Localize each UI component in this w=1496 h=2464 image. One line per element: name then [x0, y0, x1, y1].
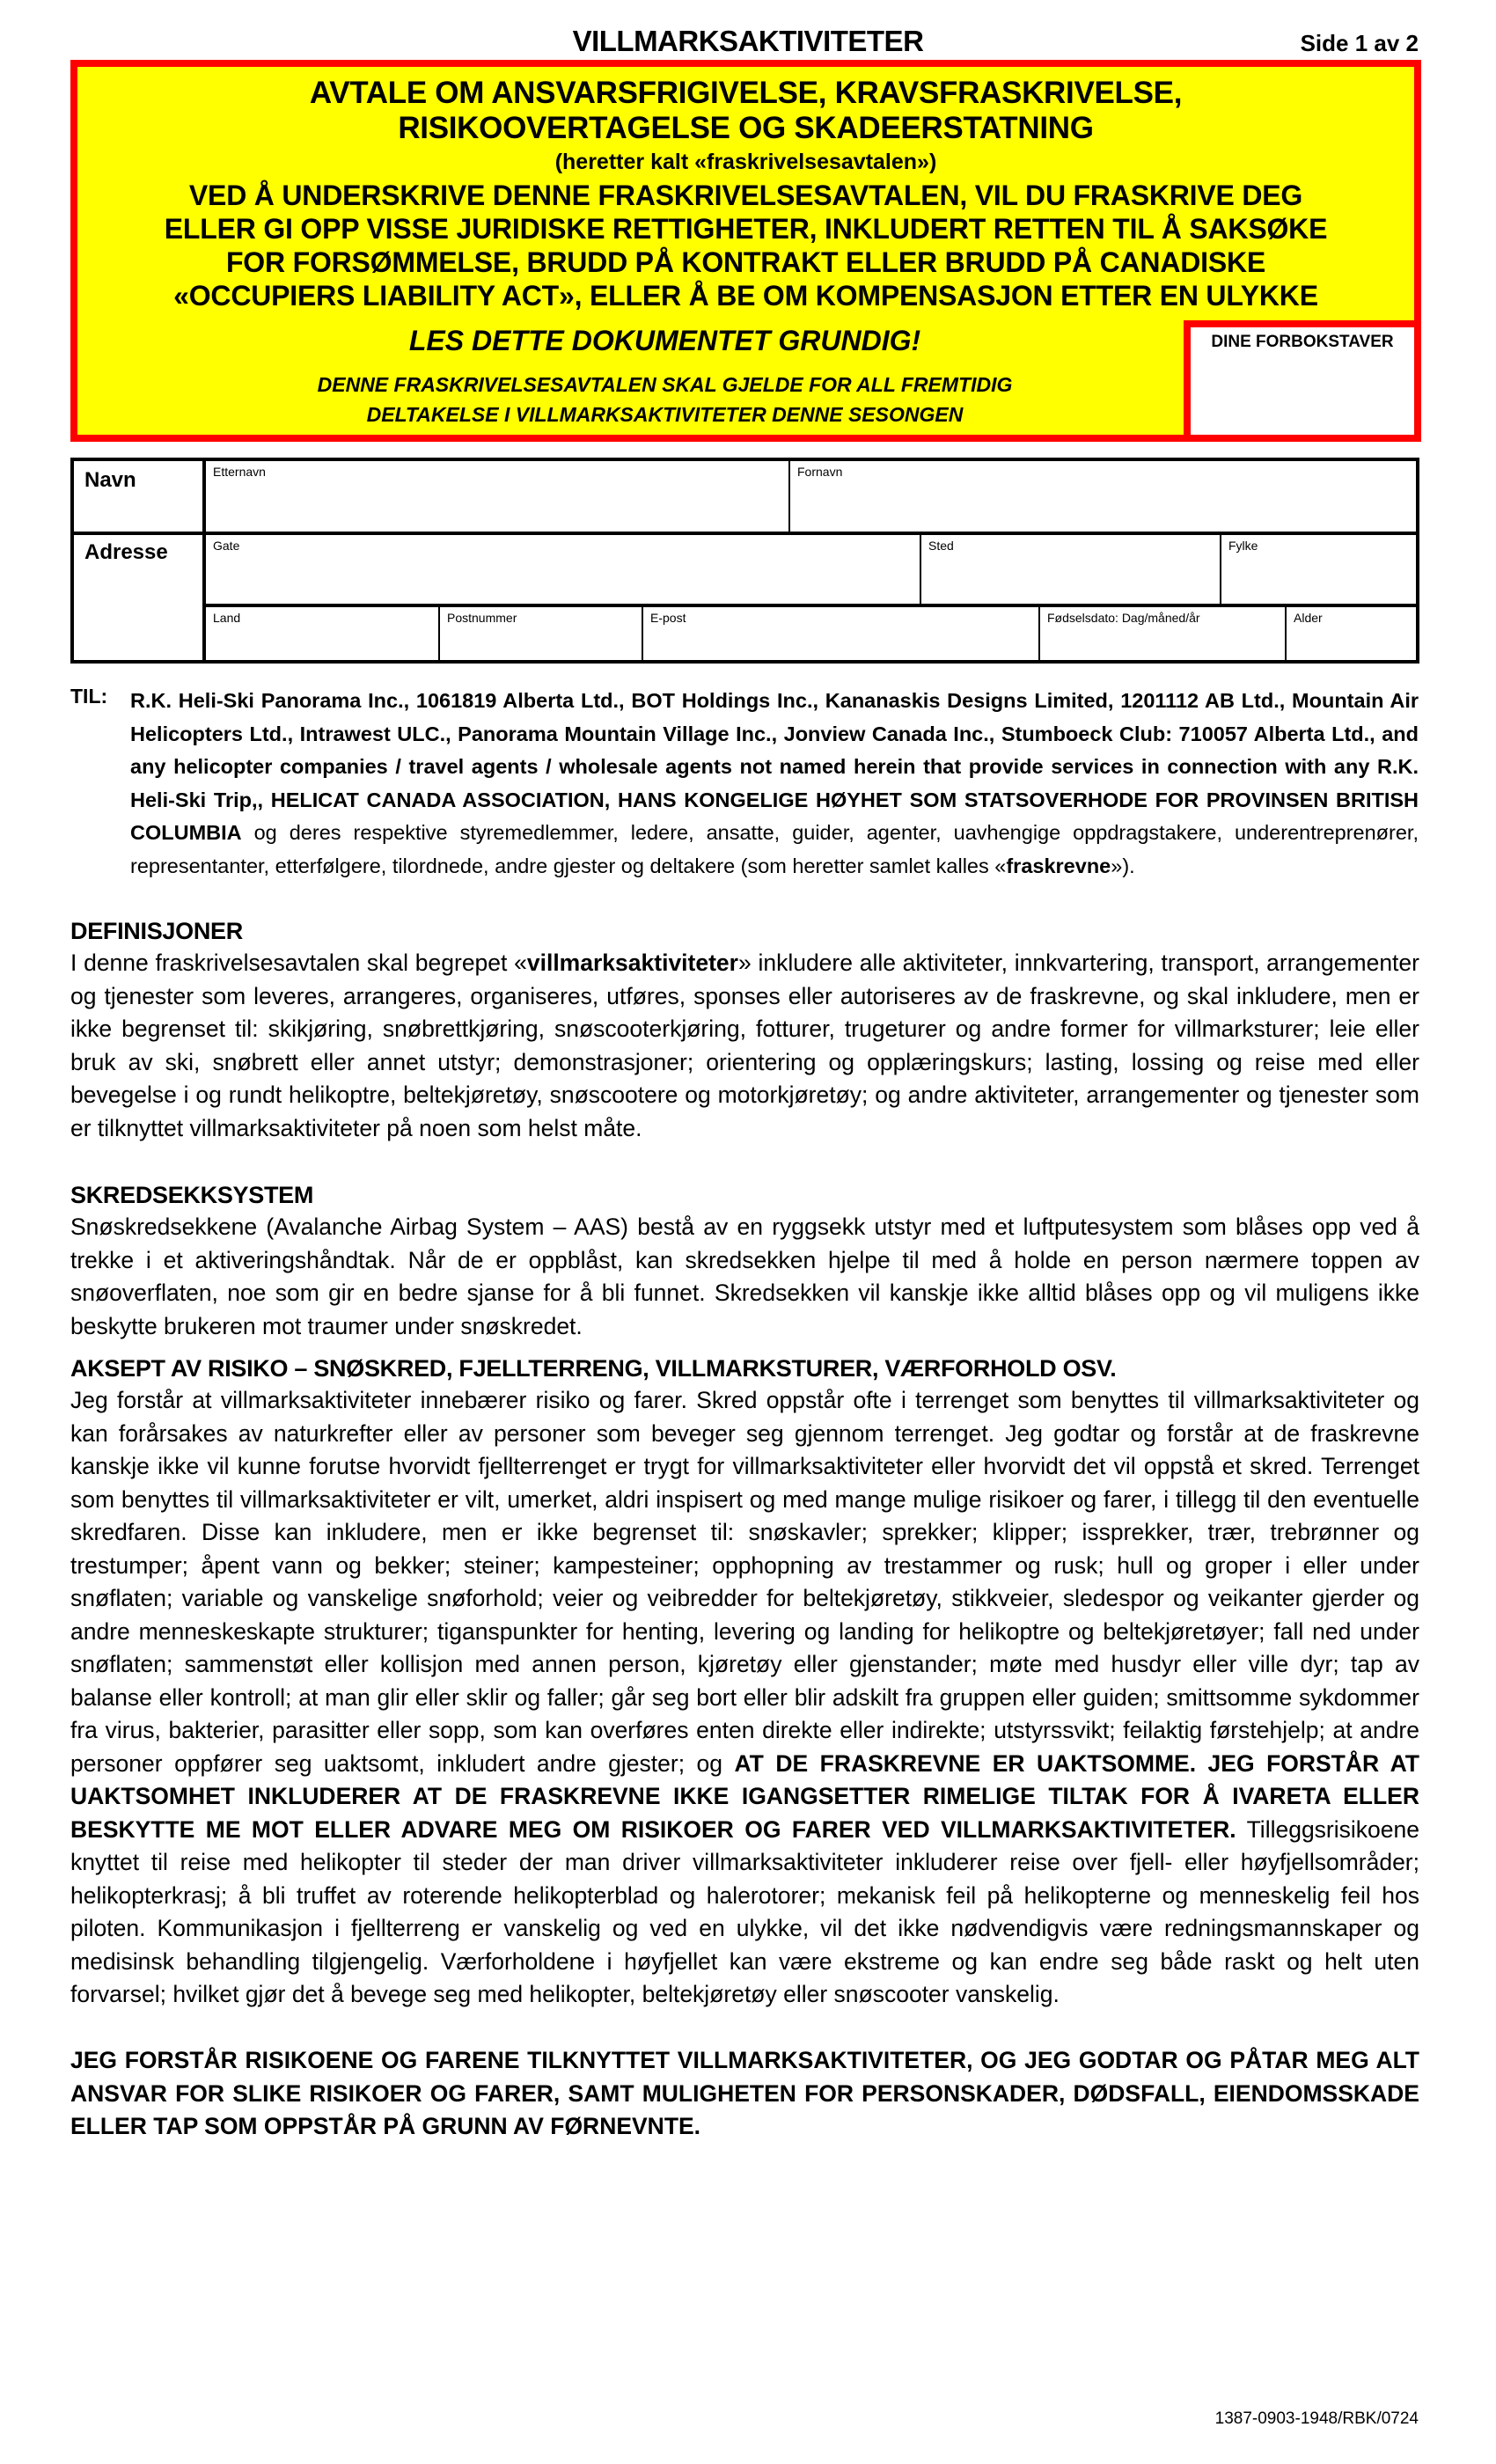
definitions-body	[70, 947, 1419, 1145]
first-name-input[interactable]	[796, 482, 1411, 528]
definitions-intro: I denne fraskrivelsesavtalen skal begrepet «	[70, 950, 527, 976]
read-carefully-notice: LES DETTE DOKUMENTET GRUNDIG!	[408, 325, 921, 356]
risk-acceptance-body	[70, 1384, 1419, 2012]
initials-label: DINE FORBOKSTAVER	[1211, 333, 1394, 351]
last-name-input[interactable]	[211, 482, 783, 528]
risk-text-part-1: Jeg forstår at villmarksaktiviteter innebærer risiko og farer. Skred oppstår ofte i terrenget som benyttes til villmarksaktiviteter og kan forårsakes av naturkrefter eller av personer som beveger seg gjennom terrenget. Jeg godtar og forstår at de fraskrevne kanskje ikke vil kunne forutse hvorvidt fjellterrenget er trygt for villmarksaktiviteter eller hvorvidt det vil oppstå et skred. Terrenget som benyttes til villmarksaktiviteter er vilt, umerket, aldri inspisert og med mange mulige risikoer og farer, i tillegg til den eventuelle skredfaren. Disse kan inkludere, men er ikke begrenset til: snøskavler; sprekker; klipper; issprekker, trær, trebrønner og trestumper; åpent vann og bekker; steiner; kampesteiner; opphopning av trestammer og rusk; hull og groper i eller under snøflaten; variable og vanskelige snøforhold; veier og veibredder for beltekjøretøy, stikkveier, sledespor og veikanter gjerder og andre menneskeskapte strukturer; tiganspunkter for henting, levering og landing for helikoptre og beltekjøretøyer; fall ned under snøflaten; sammenstøt eller kollisjon med annen person, kjøretøy eller gjenstander; møte med husdyr eller ville dyr; tap av balanse eller kontroll; at man glir eller sklir og faller; går seg bort eller blir adskilt fra gruppen eller guiden; smittsomme sykdommer fra virus, bakterier, parasitter eller sopp, som kan overføres enten direkte eller indirekte; utstyrssvikt; feilaktig førstehjelp; at andre personer oppfører seg uaktsomt, inkludert andre gjester; og	[70, 1387, 1419, 1777]
age-input[interactable]	[1292, 628, 1411, 656]
country-input[interactable]	[211, 628, 433, 656]
last-name-label: Etternavn	[213, 465, 266, 479]
initials-box	[1184, 320, 1421, 442]
agreement-subtitle: (heretter kalt «fraskrivelsesavtalen»)	[554, 150, 937, 174]
street-label: Gate	[213, 539, 240, 553]
first-name-label: Fornavn	[797, 465, 843, 479]
postal-code-cell	[440, 607, 642, 660]
future-participation-line-1: DENNE FRASKRIVELSESAVTALEN SKAL GJELDE FOR ALL FREMTIDIG	[317, 373, 1013, 396]
acknowledgement-text: JEG FORSTÅR RISIKOENE OG FARENE TILKNYTTET VILLMARKSAKTIVITETER, OG JEG GODTAR OG PÅTAR MEG ALT ANSVAR FOR SLIKE RISIKOER OG FARER, SAMT MULIGHETEN FOR PERSONSKADER, DØDSFALL, EIENDOMSSKADE ELLER TAP SOM OPPSTÅR PÅ GRUNN AV FØRNEVNTE.	[70, 2047, 1419, 2139]
city-label: Sted	[928, 539, 954, 553]
age-label: Alder	[1294, 611, 1323, 625]
birth-date-cell	[1040, 607, 1285, 660]
airbag-heading: SKREDSEKKSYSTEM	[70, 1182, 314, 1208]
birth-date-label: Fødselsdato: Dag/måned/år	[1047, 611, 1200, 625]
name-row-label: Navn	[84, 468, 136, 492]
risk-text-part-2: Tilleggsrisikoene knyttet til reise med helikopter til steder der man driver villmarksaktiviteter inkluderer reise over fjell- eller høyfjellsområder; helikopterkrasj; å bli truffet av roterende helikopterblad og halerotorer; mekanisk feil på helikopterne og menneskelig feil hos piloten. Kommunikasjon i fjellterreng er vanskelig og ved en ulykke, vil det ikke nødvendigvis være redningsmannskaper og medisinsk behandling tilgjengelig. Værforholdene i høyfjellet kan være ekstreme og kan endre seg både raskt og helt uten forvarsel; hvilket gjør det å bevege seg med helikopter, beltekjøretøy eller snøscooter vanskelig.	[70, 1815, 1419, 2007]
definitions-heading: DEFINISJONER	[70, 918, 243, 944]
initials-input[interactable]	[1194, 357, 1411, 431]
initials-box-inner	[1191, 327, 1414, 435]
agreement-title-line-1: AVTALE OM ANSVARSFRIGIVELSE, KRAVSFRASKRIVELSE,	[309, 76, 1183, 110]
postal-code-label: Postnummer	[447, 611, 517, 625]
email-label: E-post	[650, 611, 686, 625]
city-input[interactable]	[927, 556, 1214, 600]
age-cell	[1287, 607, 1416, 660]
birth-date-input[interactable]	[1045, 628, 1280, 656]
warning-line-2: ELLER GI OPP VISSE JURIDISKE RETTIGHETER, INKLUDERT RETTEN TIL Å SAKSØKE	[164, 213, 1328, 245]
street-cell	[206, 535, 920, 604]
document-title: VILLMARKSAKTIVITETER	[572, 25, 924, 57]
releasees-closing: »).	[1111, 854, 1135, 877]
page-header	[0, 19, 1496, 63]
address-row-label: Adresse	[84, 540, 168, 564]
page-number: Side 1 av 2	[1300, 30, 1419, 56]
county-input[interactable]	[1227, 556, 1411, 600]
til-label: TIL:	[70, 685, 108, 708]
warning-line-3: FOR FORSØMMELSE, BRUDD PÅ KONTRAKT ELLER BRUDD PÅ CANADISKE	[225, 246, 1266, 278]
city-cell	[921, 535, 1220, 604]
email-cell	[643, 607, 1038, 660]
county-cell	[1221, 535, 1416, 604]
releasees-defined-term: fraskrevne	[1006, 854, 1111, 877]
last-name-cell	[206, 461, 788, 532]
document-code: 1387-0903-1948/RBK/0724	[1214, 2409, 1419, 2428]
country-label: Land	[213, 611, 241, 625]
releasees-bold-list: R.K. Heli-Ski Panorama Inc., 1061819 Alberta Ltd., BOT Holdings Inc., Kananaskis Designs Limited, 1201112 AB Ltd., Mountain Air Helicopters Ltd., Intrawest ULC., Panorama Mountain Village Inc., Jonview Canada Inc., Stumboeck Club: 710057 Alberta Ltd., and any helicopter companies / travel agents / wholesale agents not named herein that provide services in connection with any R.K. Heli-Ski Trip,, HELICAT CANADA ASSOCIATION, HANS KONGELIGE HØYHET SOM STATSOVERHODE FOR PROVINSEN BRITISH COLUMBIA	[130, 689, 1419, 844]
releasees-text	[130, 685, 1419, 883]
definitions-section	[70, 915, 1419, 1145]
email-input[interactable]	[649, 628, 1033, 656]
participant-info-form	[70, 458, 1419, 664]
country-cell	[206, 607, 438, 660]
future-participation-line-2: DELTAKELSE I VILLMARKSAKTIVITETER DENNE SESONGEN	[366, 403, 964, 426]
agreement-title-line-2: RISIKOOVERTAGELSE OG SKADEERSTATNING	[398, 111, 1094, 145]
airbag-body: Snøskredsekkene (Avalanche Airbag System – AAS) bestå av en ryggsekk utstyr med et luftputesystem som blåses opp ved å trekke i et aktiveringshåndtak. Når de er oppblåst, kan skredsekken hjelpe til med å holde en person nærmere toppen av snøoverflaten, noe som gir en bedre sjanse for å bli funnet. Skredsekken vil kanskje ikke alltid blåses opp og vil muligens ikke beskytte brukeren mot traumer under snøskredet.	[70, 1214, 1419, 1339]
county-label: Fylke	[1228, 539, 1258, 553]
first-name-cell	[790, 461, 1416, 532]
postal-code-input[interactable]	[445, 628, 636, 656]
risk-acceptance-heading: AKSEPT AV RISIKO – SNØSKRED, FJELLTERRENG, VILLMARKSTURER, VÆRFORHOLD OSV.	[70, 1355, 1117, 1382]
street-input[interactable]	[211, 556, 914, 600]
negligence-clause: AT DE FRASKREVNE ER UAKTSOMME. JEG FORSTÅR AT UAKTSOMHET INKLUDERER AT DE FRASKREVNE IKKE IGANGSETTER RIMELIGE TILTAK FOR Å IVARETA ELLER BESKYTTE ME MOT ELLER ADVARE MEG OM RISIKOER OG FARER VED VILLMARKSAKTIVITETER.	[70, 1749, 1419, 1843]
airbag-section	[70, 1179, 1419, 1343]
acknowledgement-section	[70, 2044, 1419, 2144]
risk-acceptance-section	[70, 1353, 1419, 2012]
definitions-term: villmarksaktiviteter	[526, 950, 738, 976]
warning-line-4: «OCCUPIERS LIABILITY ACT», ELLER Å BE OM KOMPENSASJON ETTER EN ULYKKE	[173, 280, 1318, 312]
warning-line-1: VED Å UNDERSKRIVE DENNE FRASKRIVELSESAVTALEN, VIL DU FRASKRIVE DEG	[188, 180, 1303, 211]
definitions-text: » inkludere alle aktiviteter, innkvartering, transport, arrangementer og tjenester som leveres, arrangeres, organiseres, utføres, sponses eller autoriseres av de fraskrevne, og skal inkludere, men er ikke begrenset til: skikjøring, snøbrettkjøring, snøscooterkjøring, fotturer, trugeturer og andre former for villmarksturer; leie eller bruk av ski, snøbrett eller annet utstyr; demonstrasjoner; orientering og opplæringskurs; lasting, lossing og reise med eller bevegelse i og rundt helikoptre, beltekjøretøy, snøscootere og motorkjøretøy; og andre aktiviteter, arrangementer og tjenester som er tilknyttet villmarksaktiviteter på noen som helst måte.	[70, 950, 1419, 1141]
releasees-extended-list: og deres respektive styremedlemmer, ledere, ansatte, guider, agenter, uavhengige oppdragstakere, underentreprenører, representanter, etterfølgere, tilordnede, andre gjester og deltakere (som heretter samlet kalles «	[130, 821, 1419, 877]
